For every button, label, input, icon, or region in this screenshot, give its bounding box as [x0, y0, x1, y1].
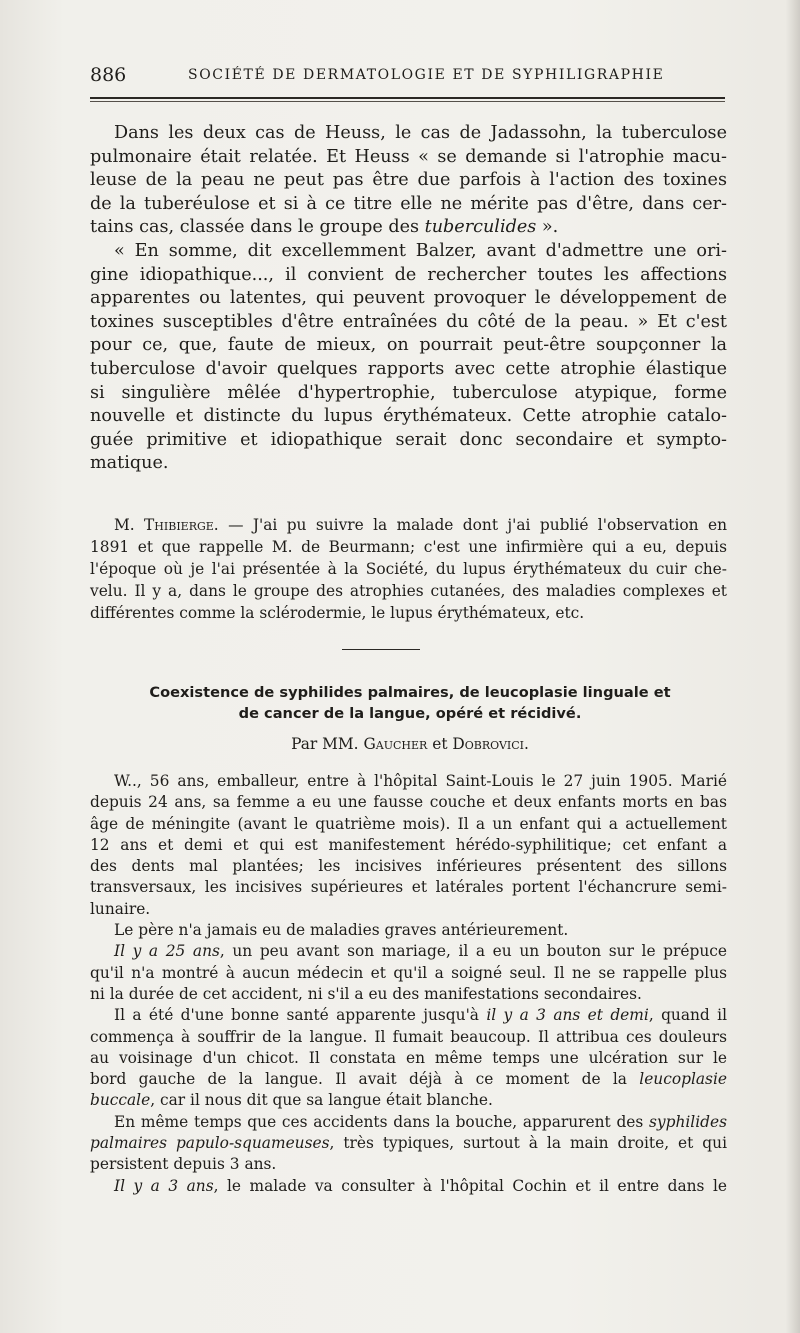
text-line: nouvelle et distincte du lupus érythémateux. Cette atrophie catalo- [90, 406, 727, 427]
section-title [90, 682, 730, 724]
italic-term: il y a 3 ans et demi [486, 1006, 649, 1025]
text-line: si singulière mêlée d'hypertrophie, tuberculose atypique, forme [90, 382, 727, 403]
italic-term: tuberculides [424, 217, 537, 238]
text-line: Le père n'a jamais eu de maladies graves antérieurement. [114, 921, 569, 940]
text-line: leuse de la peau ne peut pas être due parfois à l'action des toxines [90, 170, 727, 191]
text-run: ». [536, 217, 559, 238]
text-line: des dents mal plantées; les incisives inférieures présentent des sillons [90, 857, 727, 876]
author-name: Gaucher [363, 735, 428, 753]
text-line: qu'il n'a montré à aucun médecin et qu'il a soigné seul. Il ne se rappelle plus [90, 963, 727, 982]
text-line: transversaux, les incisives supérieures et latérales portent l'échancrure semi- [90, 878, 727, 897]
text-run: tains cas, classée dans le groupe des [90, 217, 425, 238]
text-line [90, 1069, 727, 1090]
header-rule-thin [90, 101, 725, 102]
italic-term: syphilides [649, 1112, 727, 1131]
text-line: guée primitive et idiopathique serait donc secondaire et sympto- [90, 429, 727, 450]
body-text-block-2 [90, 514, 727, 624]
italic-term: palmaires papulo-squameuses [90, 1134, 330, 1153]
italic-term: Il y a 25 ans [114, 942, 220, 961]
text-line: pulmonaire était relatée. Et Heuss « se demande si l'atrophie macu- [90, 146, 727, 167]
page-number: 886 [90, 64, 127, 86]
authors-suffix: . [524, 735, 529, 753]
text-line: ni la durée de cet accident, ni s'il a eu des manifestations secondaires. [90, 984, 642, 1003]
text-line: commença à souffrir de la langue. Il fumait beaucoup. Il attribua ces douleurs [90, 1027, 727, 1046]
text-line [90, 1133, 727, 1154]
text-run: , très typiques, surtout à la main droite, et qui [329, 1134, 727, 1153]
text-line: « En somme, dit excellemment Balzer, avant d'admettre une ori- [114, 240, 727, 261]
text-run: bord gauche de la langue. Il avait déjà à ce moment de la [90, 1070, 640, 1089]
text-run: En même temps que ces accidents dans la bouche, apparurent des [114, 1112, 650, 1131]
text-run: , car il nous dit que sa langue était blanche. [150, 1091, 493, 1110]
text-line: toxines susceptibles d'être entraînées du côté de la peau. » Et c'est [90, 311, 727, 332]
italic-term: Il y a 3 ans [114, 1176, 214, 1195]
section-authors [90, 735, 730, 753]
text-run: , un peu avant son mariage, il a eu un bouton sur le prépuce [219, 942, 727, 961]
text-line: apparentes ou latentes, qui peuvent provoquer le développement de [90, 288, 727, 309]
text-line: l'époque où je l'ai présentée à la Société, du lupus érythémateux du cuir che- [90, 560, 727, 578]
text-line: différentes comme la sclérodermie, le lupus érythémateux, etc. [90, 604, 585, 622]
text-line [90, 1090, 727, 1111]
text-line [90, 216, 727, 240]
text-run: , quand il [648, 1006, 727, 1025]
text-line: W.., 56 ans, emballeur, entre à l'hôpital Saint-Louis le 27 juin 1905. Marié [114, 772, 727, 790]
text-line: depuis 24 ans, sa femme a eu une fausse couche et deux enfants morts en bas [90, 793, 727, 812]
text-line: 12 ans et demi et qui est manifestement hérédo-syphilitique; cet enfant a [90, 835, 727, 854]
section-title-line: de cancer de la langue, opéré et récidivé. [238, 705, 582, 722]
section-separator [342, 649, 420, 650]
speaker-prefix: M. [114, 516, 145, 534]
text-line: tuberculose d'avoir quelques rapports avec cette atrophie élastique [90, 358, 727, 379]
text-line: lunaire. [90, 899, 151, 918]
text-line [90, 941, 727, 962]
authors-prefix: Par MM. [291, 735, 364, 753]
text-line [90, 514, 727, 536]
text-run: . — J'ai pu suivre la malade dont j'ai publié l'observation en [213, 516, 727, 534]
text-line [90, 1112, 727, 1133]
text-line: Dans les deux cas de Heuss, le cas de Jadassohn, la tuberculose [114, 123, 727, 143]
header-rule [90, 97, 725, 99]
text-run: Il a été d'une bonne santé apparente jusqu'à [114, 1006, 487, 1025]
text-line: pour ce, que, faute de mieux, on pourrait peut-être soupçonner la [90, 335, 727, 356]
text-line: velu. Il y a, dans le groupe des atrophies cutanées, des maladies complexes et [90, 582, 727, 600]
text-line: au voisinage d'un chicot. Il constata en même temps une ulcération sur le [90, 1048, 727, 1067]
running-title: SOCIÉTÉ DE DERMATOLOGIE ET DE SYPHILIGRAPHIE [188, 67, 665, 83]
text-line [90, 1176, 727, 1197]
body-text-block-3 [90, 771, 727, 1197]
italic-term: leucoplasie [639, 1070, 727, 1089]
text-line: matique. [90, 453, 169, 474]
body-text-block-1 [90, 122, 727, 476]
text-line: gine idiopathique..., il convient de rechercher toutes les affections [90, 264, 727, 285]
section-title-line: Coexistence de syphilides palmaires, de leucoplasie linguale et [149, 684, 671, 701]
page-edge-shadow [786, 0, 800, 1333]
text-line: 1891 et que rappelle M. de Beurmann; c'est une infirmière qui a eu, depuis [90, 538, 727, 556]
text-line [90, 1005, 727, 1026]
text-run: , le malade va consulter à l'hôpital Cochin et il entre dans le [213, 1176, 727, 1195]
text-line: de la tuberéulose et si à ce titre elle ne mérite pas d'être, dans cer- [90, 193, 727, 214]
speaker-name: Thibierge [144, 516, 214, 534]
text-line: âge de méningite (avant le quatrième mois). Il a un enfant qui a actuellement [90, 814, 727, 833]
author-name: Dobrovici [452, 735, 525, 753]
running-head [90, 64, 730, 90]
italic-term: buccale [90, 1091, 151, 1110]
text-line: persistent depuis 3 ans. [90, 1155, 277, 1174]
authors-join: et [427, 735, 453, 753]
